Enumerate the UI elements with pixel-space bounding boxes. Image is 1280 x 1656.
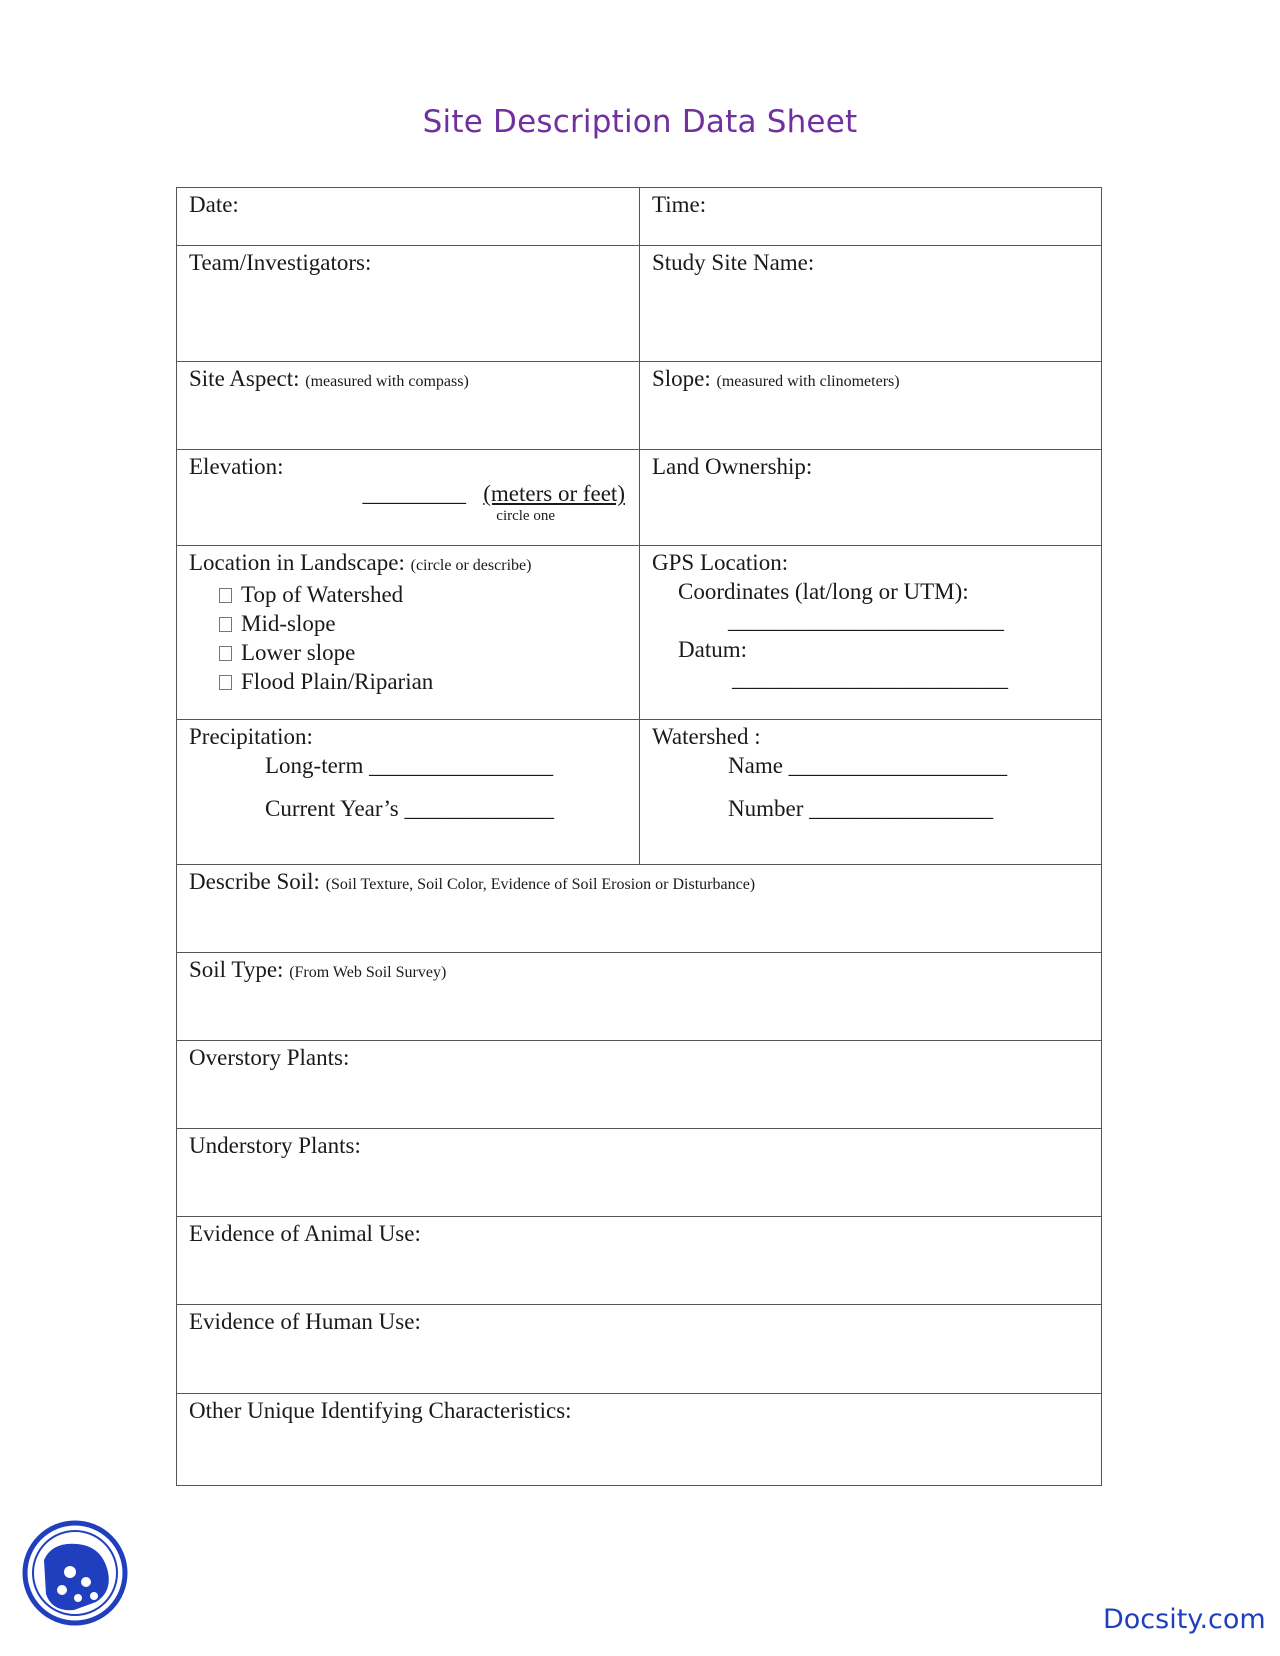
human-use-cell[interactable] xyxy=(177,1305,1102,1394)
other-characteristics-cell[interactable] xyxy=(177,1394,1102,1486)
watershed-number-field: Number ________________ xyxy=(728,796,994,821)
elevation-label: Elevation: xyxy=(189,454,284,479)
slope-note: (measured with clinometers) xyxy=(716,373,900,390)
location-label: Location in Landscape: xyxy=(189,550,405,575)
datum-blank: ________________________ xyxy=(732,666,1008,691)
docsity-logo-icon[interactable] xyxy=(22,1520,128,1626)
location-option[interactable]: Top of Watershed xyxy=(189,580,627,609)
slope-cell[interactable] xyxy=(640,362,1102,450)
page-title: Site Description Data Sheet xyxy=(422,104,858,140)
elevation-note: circle one xyxy=(496,508,555,524)
checkbox-icon[interactable] xyxy=(219,588,232,603)
date-label: Date: xyxy=(189,192,239,217)
precipitation-label: Precipitation: xyxy=(189,724,313,749)
site-aspect-cell[interactable] xyxy=(177,362,640,450)
location-option[interactable]: Lower slope xyxy=(189,638,627,667)
gps-label: GPS Location: xyxy=(652,550,789,575)
current-year-field: Current Year’s _____________ xyxy=(265,796,554,821)
location-option[interactable]: Mid-slope xyxy=(189,609,627,638)
coordinates-label: Coordinates (lat/long or UTM): xyxy=(678,579,969,604)
overstory-label: Overstory Plants: xyxy=(189,1045,350,1070)
gps-cell[interactable] xyxy=(640,546,1102,720)
coordinates-blank: ________________________ xyxy=(728,608,1004,633)
location-option[interactable]: Flood Plain/Riparian xyxy=(189,667,627,696)
understory-label: Understory Plants: xyxy=(189,1133,361,1158)
soil-type-cell[interactable] xyxy=(177,953,1102,1041)
checkbox-icon[interactable] xyxy=(219,617,232,632)
team-label: Team/Investigators: xyxy=(189,250,372,275)
describe-soil-cell[interactable] xyxy=(177,865,1102,953)
time-label: Time: xyxy=(652,192,707,217)
site-aspect-label: Site Aspect: xyxy=(189,366,300,391)
soil-type-note: (From Web Soil Survey) xyxy=(289,964,447,981)
slope-label: Slope: xyxy=(652,366,711,391)
animal-use-cell[interactable] xyxy=(177,1217,1102,1305)
describe-soil-note: (Soil Texture, Soil Color, Evidence of Soil Erosion or Disturbance) xyxy=(325,876,756,893)
elevation-blank: _________ xyxy=(362,481,466,506)
docsity-brand-link[interactable]: Docsity.com xyxy=(1103,1604,1266,1635)
elevation-units: (meters or feet) xyxy=(483,481,625,506)
elevation-cell[interactable] xyxy=(177,450,640,546)
watershed-cell[interactable] xyxy=(640,720,1102,865)
study-site-cell[interactable] xyxy=(640,246,1102,362)
watershed-name-field: Name ___________________ xyxy=(728,753,1008,778)
checkbox-icon[interactable] xyxy=(219,675,232,690)
date-cell[interactable] xyxy=(177,188,640,246)
precipitation-cell[interactable] xyxy=(177,720,640,865)
land-ownership-label: Land Ownership: xyxy=(652,454,813,479)
datum-label: Datum: xyxy=(678,637,747,662)
time-cell[interactable] xyxy=(640,188,1102,246)
human-use-label: Evidence of Human Use: xyxy=(189,1309,421,1334)
study-site-label: Study Site Name: xyxy=(652,250,815,275)
land-ownership-cell[interactable] xyxy=(640,450,1102,546)
checkbox-icon[interactable] xyxy=(219,646,232,661)
team-cell[interactable] xyxy=(177,246,640,362)
location-note: (circle or describe) xyxy=(410,557,532,574)
watershed-label: Watershed : xyxy=(652,724,761,749)
other-characteristics-label: Other Unique Identifying Characteristics: xyxy=(189,1398,572,1423)
location-cell xyxy=(177,546,640,720)
site-aspect-note: (measured with compass) xyxy=(305,373,469,390)
long-term-field: Long-term ________________ xyxy=(265,753,554,778)
animal-use-label: Evidence of Animal Use: xyxy=(189,1221,421,1246)
overstory-cell[interactable] xyxy=(177,1041,1102,1129)
describe-soil-label: Describe Soil: xyxy=(189,869,320,894)
soil-type-label: Soil Type: xyxy=(189,957,284,982)
understory-cell[interactable] xyxy=(177,1129,1102,1217)
data-sheet-table xyxy=(176,187,1102,1486)
